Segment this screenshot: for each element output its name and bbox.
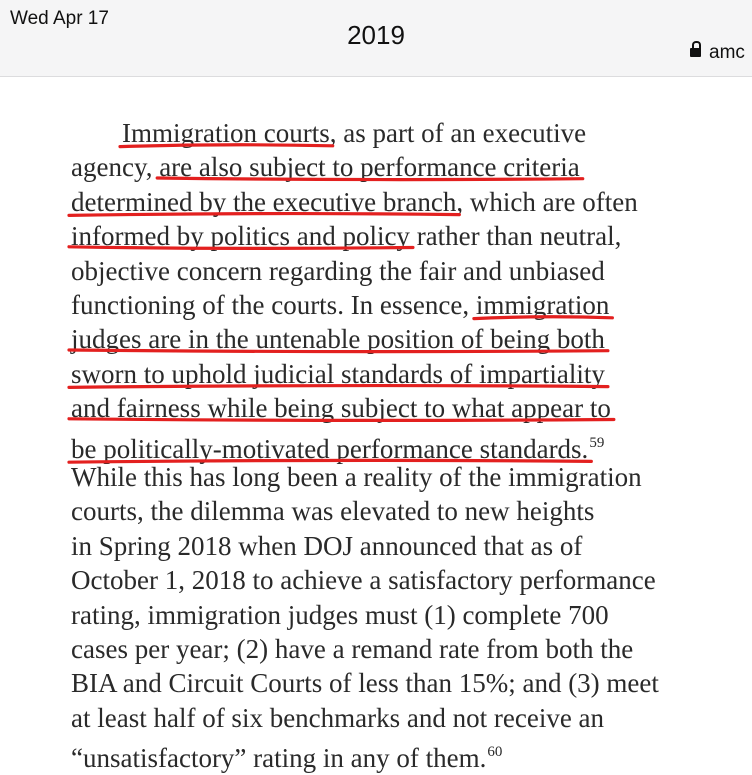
red-underline-mark <box>120 145 333 147</box>
page-title: 2019 <box>347 20 405 50</box>
text-segment: While this has long been a reality of the immigration <box>71 462 642 492</box>
highlighted-text: and fairness while being subject to what appear to <box>71 393 611 424</box>
status-date: Wed Apr 17 <box>10 8 109 29</box>
text-segment: objective concern regarding the fair and unbiased <box>71 255 605 286</box>
address-text: amc <box>709 42 745 63</box>
red-underline-mark <box>69 460 591 462</box>
highlighted-text: immigration <box>475 290 610 320</box>
text-segment: at least half of six benchmarks and not receive an <box>71 702 605 733</box>
red-underline-mark <box>69 247 413 249</box>
red-underline-mark <box>69 350 608 352</box>
red-underline-mark <box>69 386 608 388</box>
red-underline-mark <box>157 178 583 180</box>
text-segment: agency, <box>71 152 160 183</box>
text-segment: October 1, 2018 to achieve a satisfactory performance <box>71 565 656 596</box>
text-segment: BIA and Circuit Courts of less than 15%; and (3) meet <box>71 668 659 699</box>
red-underline-mark <box>474 317 612 319</box>
text-segment: in Spring 2018 when DOJ announced that as of <box>71 530 583 561</box>
highlighted-text: be politically-motivated performance standards. <box>71 433 589 464</box>
highlighted-text: judges are in the untenable position of being both <box>71 324 605 355</box>
highlighted-text: determined by the executive branch <box>71 186 457 217</box>
highlighted-text: are also subject to performance criteria <box>159 152 580 183</box>
text-segment: rating, immigration judges must (1) complete 700 <box>71 599 609 630</box>
footnote-ref: 59 <box>589 434 605 451</box>
footnote-ref: 60 <box>487 744 503 761</box>
highlighted-text: Immigration courts <box>122 118 330 148</box>
highlighted-text: sworn to uphold judicial standards of impartiality <box>71 358 605 389</box>
text-segment: , which are often <box>456 186 638 217</box>
text-segment: courts, the dilemma was elevated to new heights <box>71 496 595 527</box>
text-segment: “unsatisfactory” rating in any of them. <box>71 743 487 774</box>
text-segment: cases per year; (2) have a remand rate from both the <box>71 634 634 664</box>
text-segment: functioning of the courts. In essence, <box>71 290 476 320</box>
text-segment: rather than neutral, <box>409 221 622 252</box>
highlighted-text: informed by politics and policy <box>71 221 410 252</box>
red-underline-mark <box>69 419 614 421</box>
text-segment: , as part of an executive <box>329 118 587 148</box>
red-underline-mark <box>69 214 459 216</box>
